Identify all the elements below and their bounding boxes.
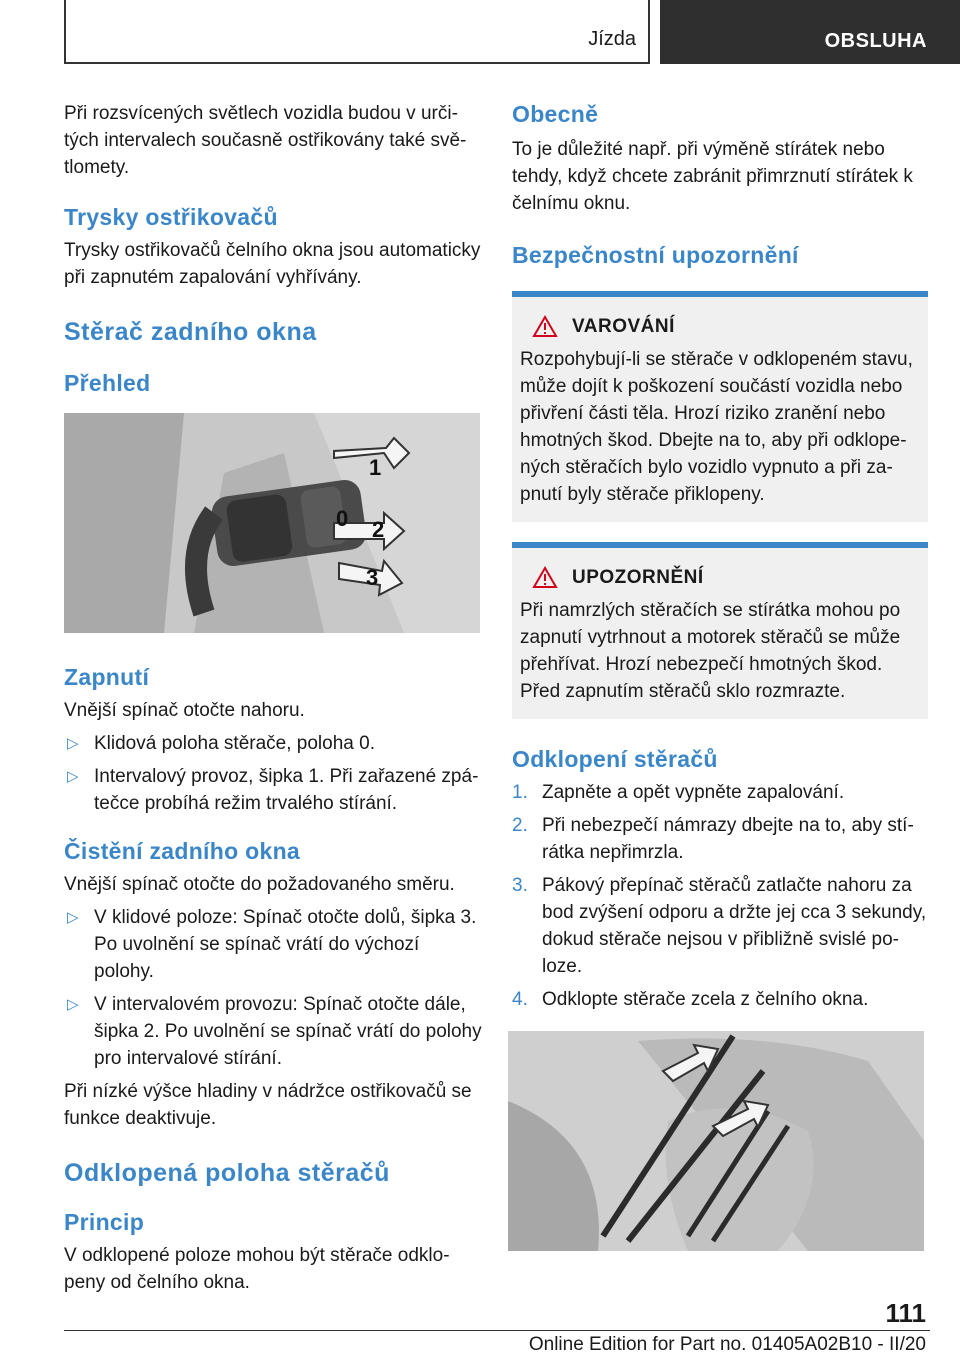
heading-zapnuti: Zapnutí xyxy=(64,664,150,690)
step-item: 1. Zapněte a opět vypněte zapalování. xyxy=(512,782,845,803)
list-item: ▷ Intervalový provoz, šipka 1. Při zařazené zpátečce probíhá režim trvalého stírání. xyxy=(64,763,484,817)
paragraph-obecne: To je důležité např. při výměně stírátek nebo tehdy, když chcete zabránit přimrznutí stírátek k čelnímu oknu. xyxy=(512,139,913,214)
switch-illustration xyxy=(64,413,480,633)
zapnuti-list xyxy=(64,730,484,817)
heading-sterac-zadniho-okna: Stěrač zadního okna xyxy=(64,318,317,346)
paragraph-princip: V odklopené poloze mohou být stěrače odklopeny od čelního okna. xyxy=(64,1245,450,1293)
warning-box xyxy=(512,291,928,522)
wipers-illustration xyxy=(508,1031,924,1251)
heading-prehled: Přehled xyxy=(64,370,151,396)
heading-cisteni: Čistění zadního okna xyxy=(64,838,301,864)
triangle-bullet-icon: ▷ xyxy=(67,909,79,926)
warning-triangle-icon xyxy=(532,315,558,338)
figure-label-0: 0 xyxy=(336,506,349,531)
step-item: 3. Pákový přepínač stěračů zatlačte nahoru za bod zvýšení odporu a držte jej cca 3 sekundy, dokud stěrače nejsou v přibližně svislé poloze. xyxy=(512,875,927,977)
page-number: 111 xyxy=(885,1298,926,1328)
intro-paragraph: Při rozsvícených světlech vozidla budou v určitých intervalech současně ostřikovány také světlomety. xyxy=(64,103,467,178)
heading-obecne: Obecně xyxy=(512,101,599,127)
wipers-raised-figure xyxy=(508,1031,924,1251)
heading-trysky: Trysky ostřikovačů xyxy=(64,204,278,230)
triangle-bullet-icon: ▷ xyxy=(67,735,79,752)
list-item: ▷ V intervalovém provozu: Spínač otočte dále, šipka 2. Po uvolnění se spínač vrátí do polohy pro intervalové stírání. xyxy=(64,991,484,1072)
heading-bezpecnostni-upozorneni: Bezpečnostní upozornění xyxy=(512,242,799,268)
figure-label-2: 2 xyxy=(372,517,385,542)
figure-label-1: 1 xyxy=(369,455,382,480)
header-chapter-box xyxy=(660,0,960,64)
rear-wiper-switch-figure xyxy=(64,413,480,633)
cisteni-list xyxy=(64,904,484,1072)
paragraph-cisteni: Vnější spínač otočte do požadovaného směru. xyxy=(64,874,455,895)
header-section-title: Jízda xyxy=(588,28,636,50)
triangle-bullet-icon: ▷ xyxy=(67,768,79,785)
header-section-box xyxy=(64,0,650,64)
header-chapter-title: OBSLUHA xyxy=(824,30,927,52)
left-column xyxy=(64,100,484,1296)
list-item: ▷ V klidové poloze: Spínač otočte dolů, šipka 3. Po uvolnění se spínač vrátí do výchozí polohy. xyxy=(64,904,484,985)
footer-edition: Online Edition for Part no. 01405A02B10 - II/20 xyxy=(528,1334,926,1355)
triangle-bullet-icon: ▷ xyxy=(67,996,79,1013)
notice-title: UPOZORNĚNÍ xyxy=(572,566,704,588)
heading-odklopeni-steracu: Odklopení stěračů xyxy=(512,746,718,772)
heading-princip: Princip xyxy=(64,1209,145,1235)
figure-label-3: 3 xyxy=(366,565,379,590)
paragraph-zapnuti: Vnější spínač otočte nahoru. xyxy=(64,700,305,721)
warning-text: Rozpohybují-li se stěrače v odklopeném stavu, může dojít k poškození součástí vozidla nebo přivření části těla. Hrozí riziko zranění nebo hmotných škod. Dbejte na to, aby při odklopených stěračích bylo vozidlo vypnuto a při zapnutí byly stěrače přiklopeny. xyxy=(520,349,913,505)
notice-box xyxy=(512,542,928,719)
paragraph-nizke-hladiny: Při nízké výšce hladiny v nádržce ostřikovačů se funkce deaktivuje. xyxy=(64,1081,472,1129)
step-item: 2. Při nebezpečí námrazy dbejte na to, aby stírátka nepřimrzla. xyxy=(512,815,914,863)
steps-list xyxy=(512,779,930,1013)
right-column xyxy=(512,100,930,1251)
notice-triangle-icon xyxy=(532,566,558,589)
notice-text: Při namrzlých stěračích se stírátka mohou po zapnutí vytrhnout a motorek stěračů se může přehřívat. Hrozí nebezpečí hmotných škod. Před zapnutím stěračů sklo rozmrazte. xyxy=(520,600,901,702)
heading-odklopena-poloha: Odklopená poloha stěračů xyxy=(64,1159,390,1187)
list-item: ▷ Klidová poloha stěrače, poloha 0. xyxy=(64,730,484,757)
footer-divider xyxy=(64,1330,930,1331)
paragraph-trysky: Trysky ostřikovačů čelního okna jsou automaticky při zapnutém zapalování vyhřívány. xyxy=(64,240,481,288)
warning-title: VAROVÁNÍ xyxy=(572,315,675,337)
step-item: 4. Odklopte stěrače zcela z čelního okna. xyxy=(512,989,869,1010)
